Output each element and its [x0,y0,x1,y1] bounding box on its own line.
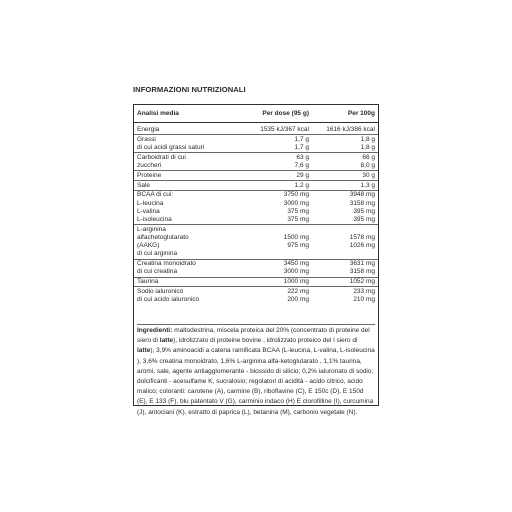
per-100g-value: 30 g [312,171,378,181]
per-dose-value: 3450 mg [250,259,312,268]
nutrient-name: alfachetoglutarato [137,234,189,241]
column-header-per-dose: Per dose (95 g) [250,105,312,123]
nutrient-name: di cui creatina [137,268,178,276]
table-row [134,259,378,268]
per-dose-value: 7,6 g [294,162,309,169]
nutrient-name: Energia [137,126,160,133]
per-100g-value [312,250,378,259]
per-100g-value: 3631 mg [312,259,378,268]
per-dose-value [250,225,312,234]
table-row [134,135,378,144]
nutrient-name: Creatina monoidrato [134,259,250,268]
per-100g-value: 395 mg [353,207,375,215]
nutrient-name: di cui arginina [137,250,178,258]
per-dose-value [250,250,312,259]
per-100g-value: 3158 mg [349,199,375,207]
nutrition-facts-panel [133,104,379,416]
per-dose-value: 29 g [250,171,312,181]
ingredients-text-segment: maltodestrina, miscela proteica del 20% (concentrato di proteine del siero di [137,327,370,345]
nutrient-name: L-leucina [137,199,164,207]
per-100g-value: 1,3 g [312,181,378,191]
ingredients-bold-text: Ingredienti: [137,327,173,334]
table-row [134,190,378,199]
nutrient-name: (AAKG) [137,242,160,250]
table-row [134,208,378,216]
per-dose-value: 1,7 g [294,144,309,151]
per-100g-value: 8,0 g [360,162,375,169]
table-row [134,171,378,181]
table-row [134,287,378,296]
table-row [134,216,378,225]
per-dose-value: 1,7 g [250,135,312,144]
per-100g-value: 395 mg [353,216,375,223]
nutrient-name: BCAA di cui: [134,190,250,199]
nutrient-name: Carboidrati di cui [134,153,250,162]
per-dose-value: 1,2 g [250,181,312,191]
per-dose-value: 975 mg [287,242,309,250]
table-header-row [134,105,378,123]
ingredients-text [137,324,375,418]
ingredients-text-segment: ), idrolizzato di proteine bovine , idrolizzato proteico del l siero di [173,337,358,345]
ingredients-bold-text: latte [137,347,151,355]
table-row [134,153,378,162]
nutrient-name: L-isoleucina [137,216,172,223]
per-100g-value [312,225,378,234]
table-body [134,123,378,305]
per-dose-value: 1000 mg [250,277,312,287]
table-row [134,144,378,153]
table-row [134,242,378,250]
column-header-analysis: Analisi media [134,105,250,123]
per-100g-value: 233 mg [312,287,378,296]
nutrient-name: di cui acido ialuronico [137,296,200,304]
per-dose-value: 375 mg [287,216,309,223]
table-row [134,162,378,171]
per-dose-value: 1535 kJ/367 kcal [260,126,309,133]
per-100g-value: 1578 mg [349,234,375,241]
column-header-per-100g: Per 100g [312,105,378,123]
nutrient-name: zuccheri [137,162,162,169]
per-dose-value: 1500 mg [283,234,309,241]
per-dose-value: 3000 mg [283,199,309,207]
per-dose-value: 3000 mg [283,268,309,276]
nutrition-info-heading: INFORMAZIONI NUTRIZIONALI [133,85,246,94]
table-row [134,296,378,304]
table-row [134,268,378,277]
per-dose-value: 3750 mg [250,190,312,199]
ingredients-text-segment: ), 3,9% aminoacidi a catena ramificata BCAA (L-leucina, L-valina, L-isoleucina ), 3,6% creatina monoidrato, 1,6% L-arginina alfa-ketoglutarato , 1,1% taurina, aromi, sale, agente antiagglomerante - biossido di silicio; 0,2% ialuronato di sodio; dolcificanti - acesulfame K, sucralosio; regolatori di acidità - acido citrico, acido malico; coloranti: carotene (A), carmine (B), riboflavine (C), E 150c (D), E 150d (E), E 133 (F), blu patentato V (G), carminio indaco (H) E clorofilline (I), curcumina (J), antociani (K), estratto di paprica (L), betanina (M), carbonio vegetale (N). [137,347,375,416]
per-dose-value: 200 mg [287,296,309,304]
nutrient-name: Proteine [134,171,250,181]
per-100g-value: 1,8 g [360,144,375,151]
per-100g-value: 210 mg [353,296,375,304]
table-row [134,200,378,208]
per-dose-value: 63 g [250,153,312,162]
nutrient-name: Taurina [134,277,250,287]
nutrient-name: Grassi [134,135,250,144]
table-row [134,123,378,135]
nutrient-name: di cui acidi grassi saturi [137,144,205,151]
nutrient-name: L-arginina [134,225,250,234]
table-row [134,250,378,259]
per-100g-value: 3158 mg [349,268,375,276]
per-100g-value: 1026 mg [349,242,375,250]
nutrient-name: Sale [134,181,250,191]
table-row [134,277,378,287]
per-100g-value: 1052 mg [312,277,378,287]
per-dose-value: 375 mg [287,207,309,215]
per-dose-value: 222 mg [250,287,312,296]
table-row [134,225,378,234]
nutrient-name: Sodio ialuronico [134,287,250,296]
per-100g-value: 3948 mg [312,190,378,199]
ingredients-bold-text: latte [159,337,174,345]
table-row [134,234,378,242]
per-100g-value: 66 g [312,153,378,162]
nutrition-table [134,105,378,304]
nutrient-name: L-valina [137,207,160,215]
per-100g-value: 1,8 g [312,135,378,144]
table-row [134,181,378,191]
per-100g-value: 1616 kJ/386 kcal [326,126,375,133]
